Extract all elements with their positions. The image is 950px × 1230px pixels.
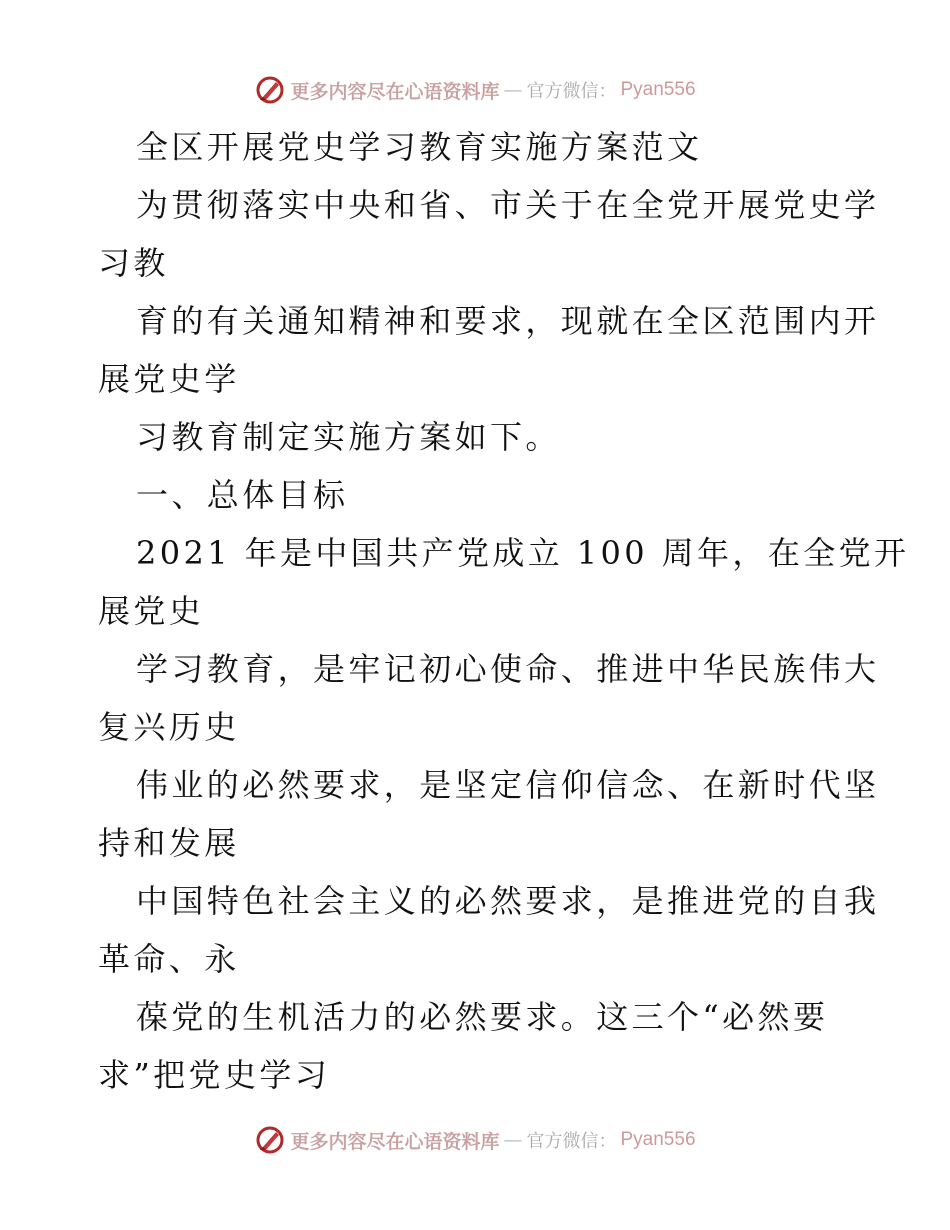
banner-main-text: 更多内容尽在心语资料库 bbox=[290, 80, 500, 103]
document-title: 全区开展党史学习教育实施方案范文 bbox=[136, 128, 703, 166]
text-line: 伟业的必然要求，是坚定信仰信念、在新时代坚 bbox=[136, 766, 880, 804]
banner-dash: — bbox=[503, 1129, 523, 1151]
banner-wechat-id: Pyan556 bbox=[620, 79, 696, 100]
pen-logo-icon bbox=[254, 74, 286, 106]
banner-wechat-label: 官方微信： bbox=[526, 81, 617, 102]
section-heading: 一、总体目标 bbox=[136, 476, 349, 514]
header-banner bbox=[0, 70, 950, 110]
text-line: 革命、永 bbox=[98, 940, 240, 978]
text-line: 中国特色社会主义的必然要求，是推进党的自我 bbox=[136, 882, 880, 920]
text-line: 育的有关通知精神和要求，现就在全区范围内开 bbox=[136, 302, 880, 340]
text-line: 复兴历史 bbox=[98, 708, 240, 746]
banner-main-text: 更多内容尽在心语资料库 bbox=[290, 1130, 500, 1153]
text-line: 学习教育，是牢记初心使命、推进中华民族伟大 bbox=[136, 650, 880, 688]
text-line: 展党史 bbox=[98, 592, 205, 630]
pen-logo-icon bbox=[254, 1124, 286, 1156]
banner-dash: — bbox=[503, 79, 523, 101]
text-line: 葆党的生机活力的必然要求。这三个“必然要 bbox=[136, 998, 829, 1036]
text-line: 习教 bbox=[98, 244, 169, 282]
banner-wechat-label: 官方微信： bbox=[526, 1131, 617, 1152]
document-body bbox=[98, 118, 910, 1104]
text-line: 持和发展 bbox=[98, 824, 240, 862]
text-line: 为贯彻落实中央和省、市关于在全党开展党史学 bbox=[136, 186, 880, 224]
text-line: 求”把党史学习 bbox=[98, 1056, 331, 1094]
text-line: 2021 年是中国共产党成立 100 周年，在全党开 bbox=[136, 534, 910, 572]
text-line: 展党史学 bbox=[98, 360, 240, 398]
text-line: 习教育制定实施方案如下。 bbox=[136, 418, 561, 456]
footer-banner bbox=[0, 1120, 950, 1160]
banner-wechat-id: Pyan556 bbox=[620, 1129, 696, 1150]
